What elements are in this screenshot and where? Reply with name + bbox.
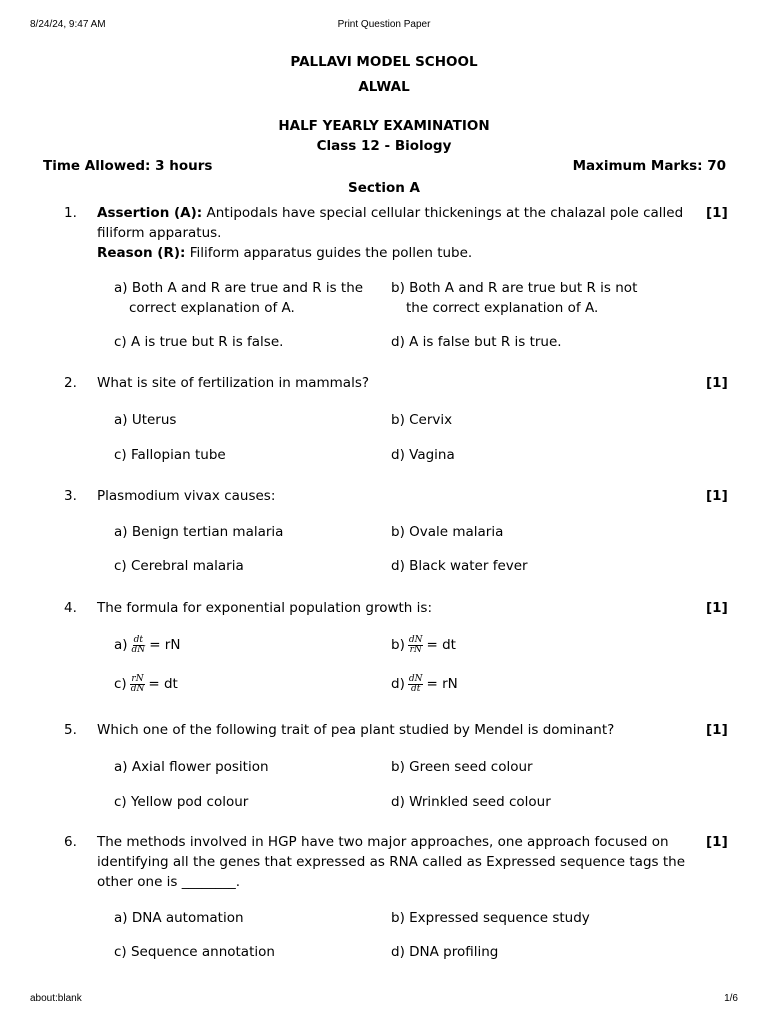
option-label: a) (114, 637, 128, 653)
question-text: Plasmodium vivax causes: (97, 488, 276, 504)
print-url: about:blank (30, 993, 82, 1004)
section-title: Section A (348, 180, 420, 196)
time-allowed: Time Allowed: 3 hours (43, 158, 213, 174)
option-d: d) Black water fever (391, 558, 528, 574)
option-d: d) A is false but R is true. (391, 334, 562, 350)
fraction-denominator: dN (131, 644, 146, 655)
question-marks: [1] (706, 205, 728, 221)
print-title: Print Question Paper (337, 19, 431, 30)
question-number: 3. (64, 488, 77, 504)
option-a: a) Axial flower position (114, 759, 269, 775)
fraction-denominator: dt (410, 683, 421, 694)
question-marks: [1] (706, 375, 728, 391)
reason-text: Filiform apparatus guides the pollen tube. (185, 245, 473, 261)
option-c: c) A is true but R is false. (114, 334, 284, 350)
fraction-denominator: rN (409, 644, 422, 655)
option-b: b) Ovale malaria (391, 524, 504, 540)
question-marks: [1] (706, 722, 728, 738)
question-text: The formula for exponential population growth is: (97, 600, 432, 616)
option-b: b) Green seed colour (391, 759, 533, 775)
option-c: c) Cerebral malaria (114, 558, 244, 574)
question-text (97, 203, 695, 263)
question-marks: [1] (706, 488, 728, 504)
reason-label: Reason (R): (97, 245, 186, 261)
print-datetime: 8/24/24, 9:47 AM (30, 19, 106, 30)
option-d (391, 674, 647, 694)
question-number: 2. (64, 375, 77, 391)
question-number: 5. (64, 722, 77, 738)
option-c: c) Sequence annotation (114, 944, 275, 960)
option-d: d) Wrinkled seed colour (391, 794, 551, 810)
print-footer (0, 993, 768, 1009)
assertion-text: Antipodals have special cellular thickenings at the chalazal pole called filiform apparatus. (97, 205, 684, 241)
option-c (114, 674, 370, 694)
option-b: b) Cervix (391, 412, 453, 428)
option-c: c) Fallopian tube (114, 447, 226, 463)
option-label: b) (391, 637, 405, 653)
print-page-number: 1/6 (724, 993, 738, 1004)
fraction-numerator: dN (408, 673, 423, 684)
option-b: b) Both A and R are true but R is not the correct explanation of A. (391, 280, 638, 316)
fraction (408, 675, 424, 694)
option-rhs: = rN (149, 637, 181, 653)
option-b (391, 635, 647, 655)
option-a: a) Uterus (114, 412, 177, 428)
option-rhs: = dt (426, 637, 456, 653)
option-a: a) Benign tertian malaria (114, 524, 284, 540)
option-b: b) Expressed sequence study (391, 910, 590, 926)
question-number: 1. (64, 205, 77, 221)
fraction (130, 675, 146, 694)
school-location: ALWAL (358, 79, 410, 95)
fraction (131, 636, 147, 655)
option-label: d) (391, 676, 405, 692)
fraction-numerator: dt (133, 634, 144, 645)
exam-title: HALF YEARLY EXAMINATION (278, 118, 490, 134)
option-rhs: = rN (426, 676, 458, 692)
fraction-numerator: dN (408, 634, 423, 645)
fraction-numerator: rN (131, 673, 144, 684)
option-d: d) DNA profiling (391, 944, 499, 960)
fraction-denominator: dN (130, 683, 145, 694)
school-name: PALLAVI MODEL SCHOOL (290, 54, 478, 70)
question-marks: [1] (706, 834, 728, 850)
option-c: c) Yellow pod colour (114, 794, 249, 810)
question-marks: [1] (706, 600, 728, 616)
question-text: What is site of fertilization in mammals? (97, 375, 370, 391)
option-a: a) Both A and R are true and R is the correct explanation of A. (114, 280, 364, 316)
maximum-marks: Maximum Marks: 70 (572, 158, 726, 174)
print-header (0, 19, 768, 35)
question-text: Which one of the following trait of pea plant studied by Mendel is dominant? (97, 722, 615, 738)
option-d: d) Vagina (391, 447, 455, 463)
fraction (408, 636, 424, 655)
question-number: 4. (64, 600, 77, 616)
question-number: 6. (64, 834, 77, 850)
option-rhs: = dt (148, 676, 178, 692)
option-label: c) (114, 676, 127, 692)
assertion-label: Assertion (A): (97, 205, 203, 221)
exam-class: Class 12 - Biology (316, 138, 452, 154)
option-a (114, 635, 370, 655)
question-text: The methods involved in HGP have two major approaches, one approach focused on identifying all the genes that expressed as RNA called as Expressed sequence tags the other one is ________. (97, 834, 686, 890)
option-a: a) DNA automation (114, 910, 244, 926)
